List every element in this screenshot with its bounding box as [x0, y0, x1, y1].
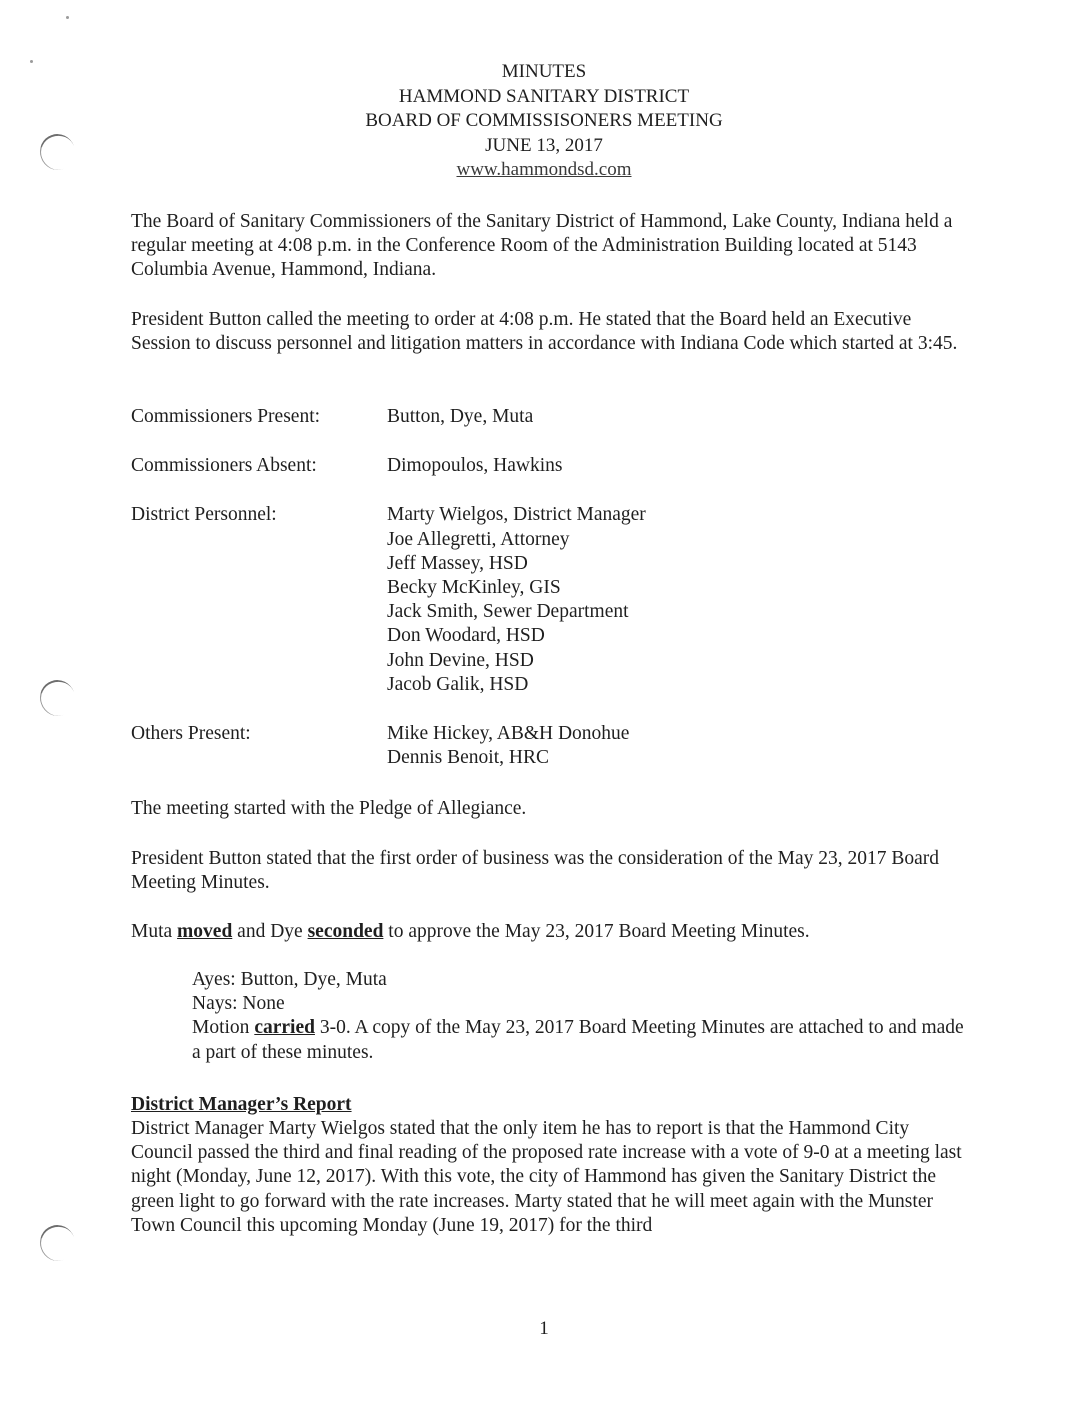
district-personnel-label: District Personnel:	[131, 504, 277, 526]
district-personnel-row	[131, 503, 966, 697]
personnel-name: John Devine, HSD	[387, 649, 534, 671]
document-header	[0, 60, 1088, 183]
others-present-row	[131, 722, 966, 770]
header-website-link[interactable]: www.hammondsd.com	[456, 159, 632, 180]
vote-ayes: Ayes: Button, Dye, Muta	[192, 969, 387, 990]
motion-second-name: and Dye	[232, 921, 308, 942]
commissioners-absent-label: Commissioners Absent:	[131, 455, 317, 477]
personnel-name: Marty Wielgos, District Manager	[387, 504, 646, 526]
attendance-list	[131, 405, 966, 770]
scan-speck	[66, 16, 69, 19]
other-attendee-name: Mike Hickey, AB&H Donohue	[387, 723, 630, 745]
page-number: 1	[539, 1318, 549, 1339]
commissioners-present-label: Commissioners Present:	[131, 406, 321, 427]
commissioners-absent-row	[131, 454, 966, 478]
commissioners-present-row	[131, 405, 966, 429]
moved-keyword: moved	[177, 921, 233, 942]
motion-mover: Muta	[131, 921, 173, 942]
motion-paragraph	[131, 920, 966, 944]
motion-text: to approve the May 23, 2017 Board Meeting Minutes.	[383, 921, 810, 942]
vote-nays: Nays: None	[192, 993, 285, 1015]
other-attendee-name: Dennis Benoit, HRC	[387, 747, 549, 769]
commissioners-present-names: Button, Dye, Muta	[387, 406, 534, 427]
personnel-name: Jacob Galik, HSD	[387, 673, 529, 695]
district-personnel-names	[387, 503, 966, 697]
personnel-name: Jeff Massey, HSD	[387, 552, 528, 574]
header-meeting-type: BOARD OF COMMISSISONERS MEETING	[365, 110, 723, 131]
header-minutes: MINUTES	[501, 61, 587, 82]
carried-keyword: carried	[254, 1017, 315, 1039]
vote-result	[192, 1016, 967, 1064]
others-present-label: Others Present:	[131, 723, 251, 745]
vote-block	[192, 968, 967, 1065]
personnel-name: Becky McKinley, GIS	[387, 577, 561, 599]
header-date: JUNE 13, 2017	[485, 134, 603, 156]
personnel-name: Don Woodard, HSD	[387, 625, 545, 647]
commissioners-absent-names: Dimopoulos, Hawkins	[387, 455, 563, 477]
pledge-paragraph: The meeting started with the Pledge of Allegiance.	[131, 798, 527, 819]
vote-motion-prefix: Motion	[192, 1017, 255, 1039]
punch-hole-mark	[35, 675, 80, 721]
others-present-names	[387, 722, 966, 770]
intro-paragraph: The Board of Sanitary Commissioners of the Sanitary District of Hammond, Lake County, Indiana held a regular meeting at 4:08 p.m. in the Conference Room of the Administration Building located at 5143 Columbia Avenue, Hammond, Indiana.	[131, 211, 953, 281]
punch-hole-mark	[35, 1220, 80, 1266]
first-order-paragraph: President Button stated that the first order of business was the consideration of the May 23, 2017 Board Meeting Minutes.	[131, 848, 940, 894]
personnel-name: Joe Allegretti, Attorney	[387, 528, 570, 550]
personnel-name: Jack Smith, Sewer Department	[387, 601, 629, 623]
call-to-order-paragraph: President Button called the meeting to order at 4:08 p.m. He stated that the Board held an Executive Session to discuss personnel and litigation matters in accordance with Indiana Code which started at 3:45.	[131, 309, 958, 355]
manager-report-heading: District Manager’s Report	[131, 1094, 352, 1115]
manager-report-body: District Manager Marty Wielgos stated that the only item he has to report is that the Hammond City Council passed the third and final reading of the proposed rate increase with a vote of 9-0 at a meeting last night (Monday, June 12, 2017). With this vote, the city of Hammond has given the Sanitary District the green light to go forward with the rate increases. Marty stated that he will meet again with the Munster Town Council this upcoming Monday (June 19, 2017) for the third	[131, 1118, 962, 1236]
vote-motion-text: 3-0. A copy of the May 23, 2017 Board Meeting Minutes are attached to and made a part of these minutes.	[192, 1017, 964, 1063]
header-organization: HAMMOND SANITARY DISTRICT	[398, 85, 690, 107]
seconded-keyword: seconded	[307, 921, 384, 942]
